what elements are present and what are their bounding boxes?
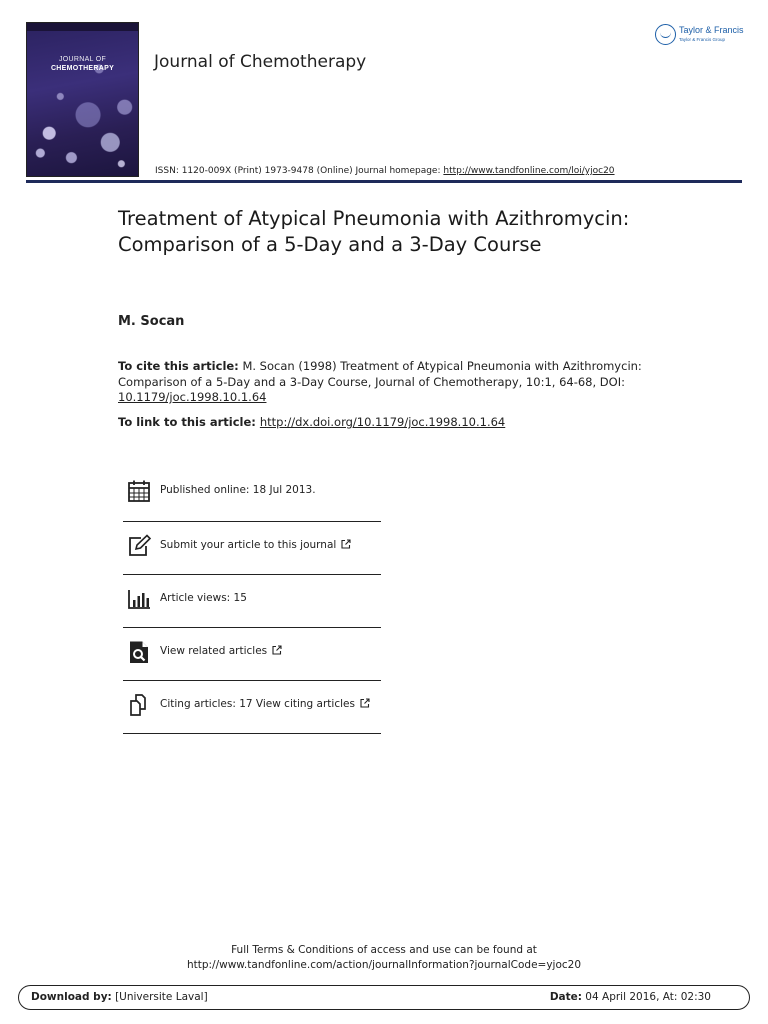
article-link-line — [118, 415, 505, 429]
article-link-label: To link to this article: — [118, 415, 256, 429]
external-link-icon — [272, 645, 282, 655]
article-author: M. Socan — [118, 314, 185, 329]
citation-label: To cite this article: — [118, 359, 239, 373]
publisher-subname: Taylor & Francis Group — [679, 37, 726, 42]
article-info-list — [123, 467, 381, 734]
submit-article-text: Submit your article to this journal — [160, 539, 337, 551]
related-articles-text: View related articles — [160, 645, 268, 657]
citing-articles-link[interactable] — [160, 698, 370, 710]
download-info-bar — [18, 985, 750, 1010]
cover-title-line1: JOURNAL OF — [58, 56, 107, 63]
publisher-logo-icon — [655, 24, 676, 45]
downloaded-by-label: Download by: — [31, 991, 112, 1003]
terms-and-conditions — [0, 943, 768, 973]
article-doi-link[interactable]: http://dx.doi.org/10.1179/joc.1998.10.1.64 — [259, 415, 506, 429]
journal-cover — [26, 22, 139, 177]
terms-url[interactable]: http://www.tandfonline.com/action/journalInformation?journalCode=yjoc20 — [186, 959, 582, 971]
cover-top-strip — [27, 23, 138, 31]
calendar-icon — [127, 479, 151, 503]
download-date-value: 04 April 2016, At: 02:30 — [581, 991, 711, 1003]
issn-text: ISSN: 1120-009X (Print) 1973-9478 (Online) Journal homepage: — [155, 166, 444, 176]
cover-title-line2: CHEMOTHERAPY — [50, 65, 115, 72]
terms-line-1: Full Terms & Conditions of access and use can be found at — [231, 944, 537, 956]
search-document-icon — [127, 640, 151, 664]
published-online-text: Published online: 18 Jul 2013. — [160, 484, 316, 496]
submit-article-item[interactable] — [123, 522, 381, 575]
downloaded-by — [31, 991, 208, 1003]
edit-icon — [127, 534, 151, 558]
download-date — [550, 991, 711, 1003]
citation-text: M. Socan (1998) Treatment of Atypical Pneumonia with Azithromycin: Comparison of a 5-Day and a 3-Day Course, Journal of Chemotherapy, 10:1, 64-68, DOI: — [118, 359, 642, 389]
article-views-text: Article views: 15 — [160, 592, 247, 604]
cover-title — [27, 55, 138, 73]
citing-articles-item[interactable] — [123, 681, 381, 734]
citing-articles-text: Citing articles: 17 View citing articles — [160, 698, 355, 710]
journal-homepage-link[interactable]: http://www.tandfonline.com/loi/yjoc20 — [443, 166, 615, 176]
publisher-logo — [655, 22, 745, 48]
citation-doi-link[interactable]: 10.1179/joc.1998.10.1.64 — [118, 390, 267, 404]
header-divider — [26, 180, 742, 183]
related-articles-item[interactable] — [123, 628, 381, 681]
download-date-label: Date: — [549, 991, 582, 1003]
bar-chart-icon — [127, 587, 151, 611]
submit-article-link[interactable] — [160, 539, 351, 551]
article-views-item — [123, 575, 381, 628]
external-link-icon — [360, 698, 370, 708]
related-articles-link[interactable] — [160, 645, 282, 657]
issn-line — [155, 166, 615, 176]
copy-icon — [127, 693, 151, 717]
publisher-name: Taylor & Francis — [679, 25, 744, 35]
external-link-icon — [341, 539, 351, 549]
published-online-item — [123, 467, 381, 522]
article-title: Treatment of Atypical Pneumonia with Azithromycin: Comparison of a 5-Day and a 3-Day Course — [118, 207, 630, 256]
citation-block — [118, 359, 648, 406]
journal-name: Journal of Chemotherapy — [154, 52, 367, 72]
downloaded-by-value: [Universite Laval] — [111, 991, 208, 1003]
